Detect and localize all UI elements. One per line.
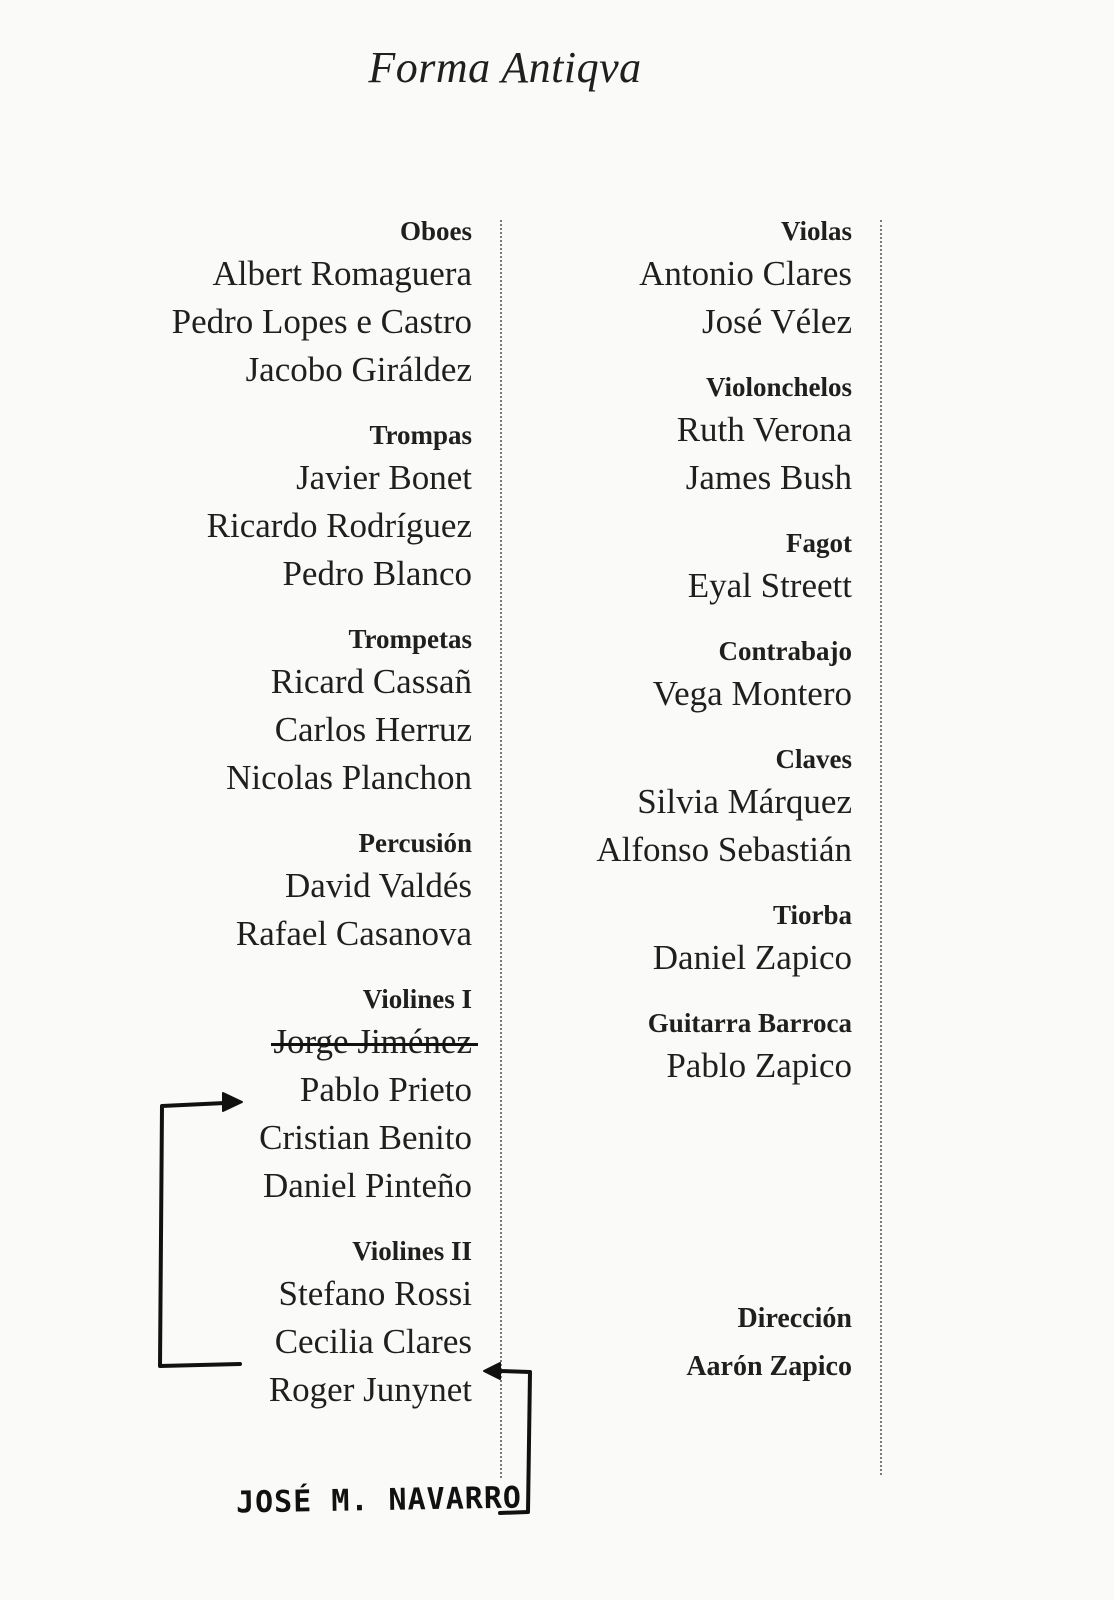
musician-name: Rafael Casanova xyxy=(235,914,472,953)
musician-name: Albert Romaguera xyxy=(212,254,472,293)
musician-name: Pablo Prieto xyxy=(299,1070,472,1109)
section-heading: Tiorba xyxy=(772,900,852,930)
musician-name: David Valdés xyxy=(285,866,472,905)
arrowhead-icon xyxy=(223,1093,242,1111)
section-heading: Percusión xyxy=(358,828,472,858)
musician-name: Jacobo Giráldez xyxy=(245,350,472,389)
section-heading: Fagot xyxy=(786,528,852,558)
musician-name: Silvia Márquez xyxy=(637,782,852,821)
arrowhead-icon xyxy=(484,1363,500,1379)
musician-name: Pablo Zapico xyxy=(666,1046,852,1085)
musician-name: Pedro Lopes e Castro xyxy=(171,302,472,341)
musician-name: Vega Montero xyxy=(652,674,852,713)
musician-name: Ricard Cassañ xyxy=(270,662,472,701)
musician-name: Eyal Streett xyxy=(687,566,852,605)
crossed-out-name: Jorge Jiménez xyxy=(273,1018,472,1066)
musician-name: Ruth Verona xyxy=(676,410,852,449)
swap-bracket-right xyxy=(500,1371,530,1513)
musician-name: Nicolas Planchon xyxy=(226,758,472,797)
musician-name: Alfonso Sebastián xyxy=(596,830,852,869)
handwritten-name-note: JOSÉ M. NAVARRO xyxy=(235,1480,523,1521)
ensemble-title: Forma Antiqva xyxy=(368,43,642,92)
musician-name: José Vélez xyxy=(702,302,852,341)
musician-name: James Bush xyxy=(685,458,852,497)
section-heading: Violas xyxy=(780,216,852,246)
musician-name: Stefano Rossi xyxy=(278,1274,472,1313)
direction-heading: Dirección xyxy=(737,1303,852,1334)
musician-name: Daniel Zapico xyxy=(652,938,852,977)
musician-name: Javier Bonet xyxy=(296,458,472,497)
musician-name: Ricardo Rodríguez xyxy=(206,506,472,545)
section-heading: Violines I xyxy=(362,984,472,1014)
section-heading: Contrabajo xyxy=(718,636,852,666)
musician-name: Daniel Pinteño xyxy=(263,1166,472,1205)
section-heading: Trompas xyxy=(369,420,472,450)
musician-name: Carlos Herruz xyxy=(274,710,472,749)
section-heading: Guitarra Barroca xyxy=(647,1008,852,1038)
director-name: Aarón Zapico xyxy=(686,1351,852,1382)
musician-name: Cecilia Clares xyxy=(274,1322,472,1361)
section-heading: Violonchelos xyxy=(705,372,852,402)
swap-bracket-left xyxy=(160,1103,240,1366)
musician-name: Cristian Benito xyxy=(259,1118,472,1157)
musician-name: Pedro Blanco xyxy=(282,554,472,593)
musician-name: Roger Junynet xyxy=(268,1370,472,1409)
section-heading: Trompetas xyxy=(348,624,472,654)
section-heading: Oboes xyxy=(399,216,472,246)
musician-name: Antonio Clares xyxy=(639,254,852,293)
section-heading: Violines II xyxy=(352,1236,472,1266)
section-heading: Claves xyxy=(775,744,852,774)
